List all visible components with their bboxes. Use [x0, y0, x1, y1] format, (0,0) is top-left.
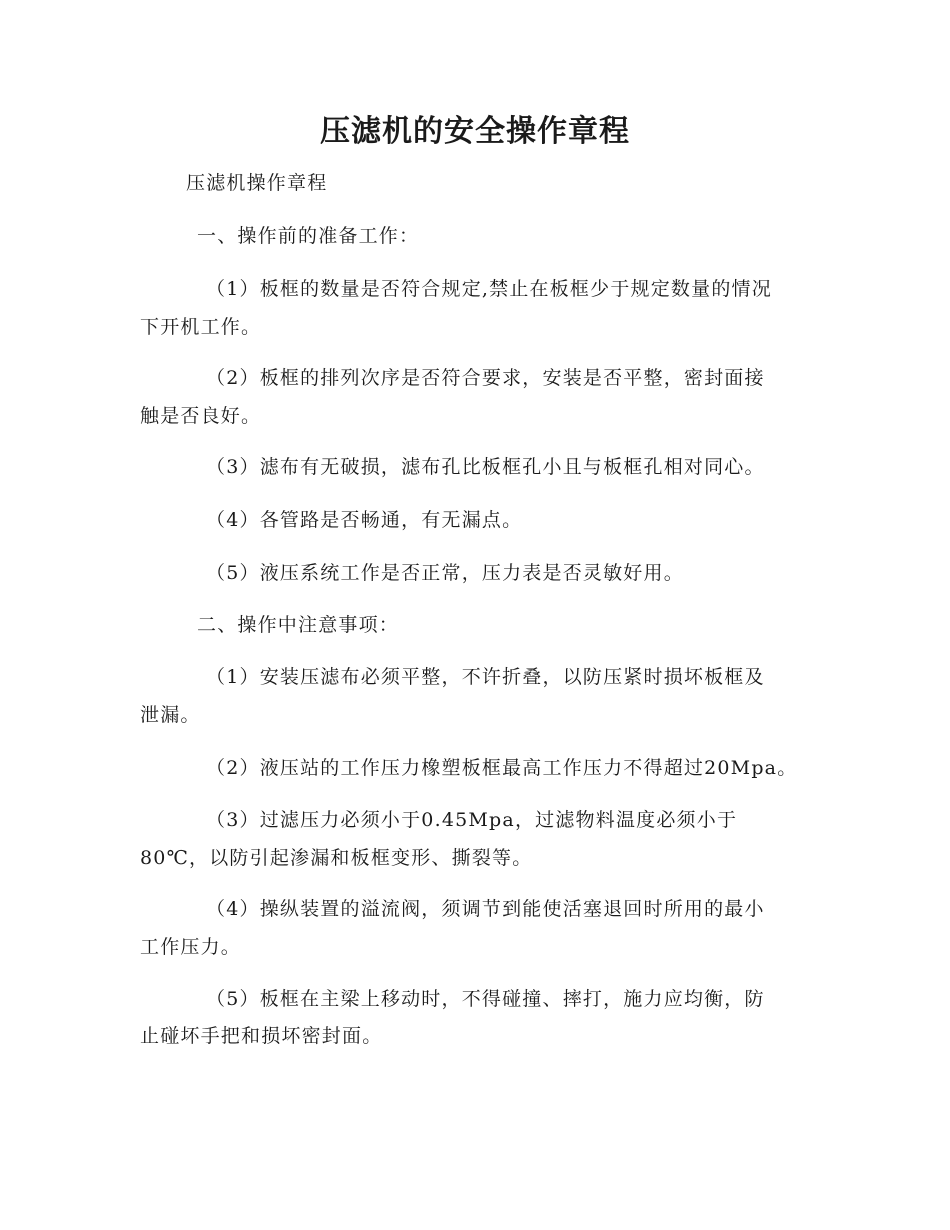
section1-heading: 一、操作前的准备工作： — [197, 225, 420, 247]
section2-item3-line1: （3）过滤压力必须小于0.45Mpa，过滤物料温度必须小于 — [206, 809, 738, 831]
section2-item3-line2: 80℃，以防引起渗漏和板框变形、撕裂等。 — [140, 847, 533, 869]
section2-item5-line2: 止碰坏手把和损坏密封面。 — [140, 1025, 383, 1047]
section1-item5-line1: （5）液压系统工作是否正常，压力表是否灵敏好用。 — [206, 562, 684, 584]
section1-item2-line2: 触是否良好。 — [140, 405, 262, 427]
section1-item4-line1: （4）各管路是否畅通，有无漏点。 — [206, 509, 523, 531]
section2-item1-line2: 泄漏。 — [140, 704, 201, 726]
section2-item5-line1: （5）板框在主梁上移动时，不得碰撞、摔打，施力应均衡，防 — [206, 988, 765, 1010]
section2-item4-line2: 工作压力。 — [140, 936, 242, 958]
section1-item3-line1: （3）滤布有无破损，滤布孔比板框孔小且与板框孔相对同心。 — [206, 456, 765, 478]
section2-item2-line1: （2）液压站的工作压力橡塑板框最高工作压力不得超过20Mpa。 — [206, 757, 798, 779]
section1-item2-line1: （2）板框的排列次序是否符合要求，安装是否平整，密封面接 — [206, 367, 765, 389]
document-title: 压滤机的安全操作章程 — [320, 114, 630, 149]
document-subtitle: 压滤机操作章程 — [186, 172, 328, 194]
section2-heading: 二、操作中注意事项： — [197, 614, 400, 636]
section1-item1-line2: 下开机工作。 — [140, 316, 262, 338]
section1-item1-line1: （1）板框的数量是否符合规定,禁止在板框少于规定数量的情况 — [206, 278, 772, 300]
section2-item1-line1: （1）安装压滤布必须平整，不许折叠，以防压紧时损坏板框及 — [206, 666, 765, 688]
section2-item4-line1: （4）操纵装置的溢流阀，须调节到能使活塞退回时所用的最小 — [206, 898, 765, 920]
